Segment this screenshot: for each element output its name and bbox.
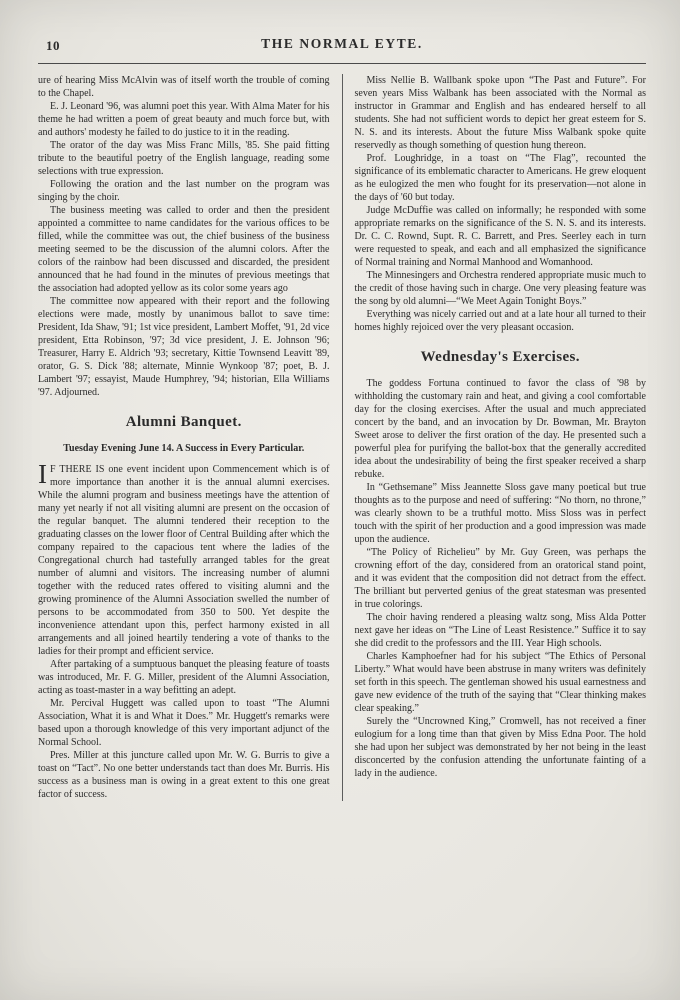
section-heading-alumni-banquet: Alumni Banquet.: [125, 414, 242, 430]
section-heading-wednesdays-exercises: Wednesday's Exercises.: [420, 349, 580, 365]
paragraph: Everything was nicely carried out and at a late hour all turned to their homes highly rejoiced over the very pleasant occasion.: [354, 309, 646, 333]
paragraph: The committee now appeared with their report and the following elections were made, mostly by unanimous ballot to save time: President, Ida Shaw, '91; 1st vice president, Lambert Moffet, '91, 2d vice president, Etta Robinson, '97; 3d vice president, J. E. Johnson '96; Treasurer, Harry E. Aldrich '93; secretary, Kittie Townsend Leavitt '89, orator, G. S. Dick '88; alternate, Minnie Wynkoop '87; poet, B. J. Lambert '97; essayist, Maude Humphrey, '94; historian, Ella Williams '97. Adjourned.: [38, 296, 330, 398]
paragraph: The Minnesingers and Orchestra rendered appropriate music much to the credit of those having such in charge. One very pleasing feature was the song by old alumni—“We Meet Again Tonight Boys.”: [354, 270, 646, 307]
paragraph: The business meeting was called to order and then the president appointed a committee to name candidates for the various offices to be filled, while the committee was out, the chief business of the business meeting seemed to be the discussion of the alumni colors. After the colors of the rainbow had been discussed and discarded, the president announced that he had found in the minutes of previous meetings that the association had adopted yellow as its color some years ago: [38, 205, 330, 294]
paragraph: Charles Kamphoefner had for his subject “The Ethics of Personal Liberty.” What would have been abstruse in many writers was definitely set forth in this speech. The gentleman showed his usual earnestness and gave new evidence of the truth of the saying that “Clear thinking makes clear speaking.”: [354, 650, 646, 714]
paragraph: Mr. Percival Huggett was called upon to toast “The Alumni Association, What it is and What it Does.” Mr. Huggett's remarks were based upon a thorough knowledge of this very important adjunct of the Normal School.: [38, 697, 330, 748]
page-columns: [38, 74, 646, 801]
paragraph: Following the oration and the last number on the program was singing by the choir.: [38, 179, 330, 203]
paragraph: E. J. Leonard '96, was alumni poet this year. With Alma Mater for his theme he had written a poem of great beauty and much force but, with and authors' modesty he failed to do justice to it in the reading.: [38, 101, 330, 138]
paragraph: In “Gethsemane” Miss Jeannette Sloss gave many poetical but true thoughts as to the purpose and need of suffering: “No thorn, no throne,” was clearly shown to be a truthful motto. Miss Sloss was in perfect touch with the spirit of her production and a good impression was made upon the audience.: [354, 481, 646, 545]
dropcap-paragraph: IF THERE IS one event incident upon Commencement which is of more importance than another it is the annual alumni exercises. While the alumni program and business meetings have the attention of many yet nearly if not all visiting alumni are present on the occasion of the regular banquet. The alumni tendered their reception to the graduating classes on the lower floor of Central Building after which the company repaired to the capacious tent where the ladies of the Congregational church had tastefully arranged tables for the great number of alumni and visitors. The increasing number of alumni together with the reduced rates offered to visiting alumni and the growing prominence of the Alumni Association swelled the number of persons to be accommodated from 350 to 500. Yet despite the inconvenience attendant upon this, perfect harmony existed in all arrangements and all joined heartily tendering a vote of thanks to the ladies for their prompt and efficient service.: [38, 458, 330, 657]
paragraph: Judge McDuffie was called on informally; he responded with some appropriate remarks on the significance of the S. N. S. and its interests. Dr. C. C. Rownd, Supt. R. C. Barrett, and Pres. Seerley each in turn were requested to speak, and each and all emphasized the significance of Normal training and Normal Manhood and Womanhood.: [354, 205, 646, 268]
paragraph: Miss Nellie B. Wallbank spoke upon “The Past and Future”. For seven years Miss Walbank has been associated with the Normal as instructor in Grammar and English and has endeared herself to all students. She had not sufficient words to depict her great esteem for S. N. S. and its interests. About the future Miss Walbank spoke quite reservedly as though something of question hung thereon.: [354, 75, 646, 151]
paragraph: The choir having rendered a pleasing waltz song, Miss Alda Potter next gave her ideas on “The Line of Least Resistence.” Suffice it to say she did credit to the professors and the III. Year High schools.: [354, 611, 646, 649]
paragraph: The orator of the day was Miss Franc Mills, '85. She paid fitting tribute to the beautiful poetry of the English language, reading some selections with true expression.: [38, 140, 330, 177]
paragraph: The goddess Fortuna continued to favor the class of '98 by withholding the customary rain and heat, and giving a cool comfortable day for the closing exercises. After the usual and much appreciated concert by the band, and an invocation by Dr. Bowman, Mr. Brayton Sweet arose to deliver the first oration of the day. He presented such a powerful plea for purifying the ballot-box that the generally accredited idea about the undesirability of being the first speaker received a sharp rebuke.: [354, 377, 646, 480]
paragraph: Pres. Miller at this juncture called upon Mr. W. G. Burris to give a toast on “Tact”. No one better understands tact than does Mr. Burris. His success as a business man is owing in a great extent to this one great factor of success.: [38, 749, 330, 800]
page-number: 10: [46, 38, 60, 53]
left-column: [38, 74, 342, 801]
header-rule: [38, 63, 646, 64]
paragraph: ure of hearing Miss McAlvin was of itself worth the trouble of coming to the Chapel.: [38, 75, 330, 99]
masthead-title: THE NORMAL EYTE.: [261, 36, 423, 51]
paragraph: Surely the “Uncrowned King,” Cromwell, has not received a finer eulogium for a long time than that given by Miss Edna Poor. The hold she had upon her subject was demonstrated by her not being in the least disconcerted by the confusion attending the unfortunate fainting of a lady in the audience.: [354, 715, 646, 779]
page-header: [38, 36, 646, 56]
right-column: [343, 74, 647, 801]
paragraph: After partaking of a sumptuous banquet the pleasing feature of toasts was introduced, Mr. F. G. Miller, president of the Alumni Association, acting as toast-master in a way befitting an adept.: [38, 658, 330, 696]
paragraph: “The Policy of Richelieu” by Mr. Guy Green, was perhaps the crowning effort of the day, considered from an oratorical stand point, and it was evident that the composition did not detract from the effect. The brilliant but perverted genius of the great statesman was presented in true colorings.: [354, 546, 646, 610]
paragraph: Prof. Loughridge, in a toast on “The Flag”, recounted the significance of its emblematic character to Americans. He grew eloquent as he eulogized the men who fought for its preservation—not alone in the days of '60 but today.: [354, 153, 646, 203]
section-subtitle: Tuesday Evening June 14. A Success in Every Particular.: [63, 442, 305, 454]
